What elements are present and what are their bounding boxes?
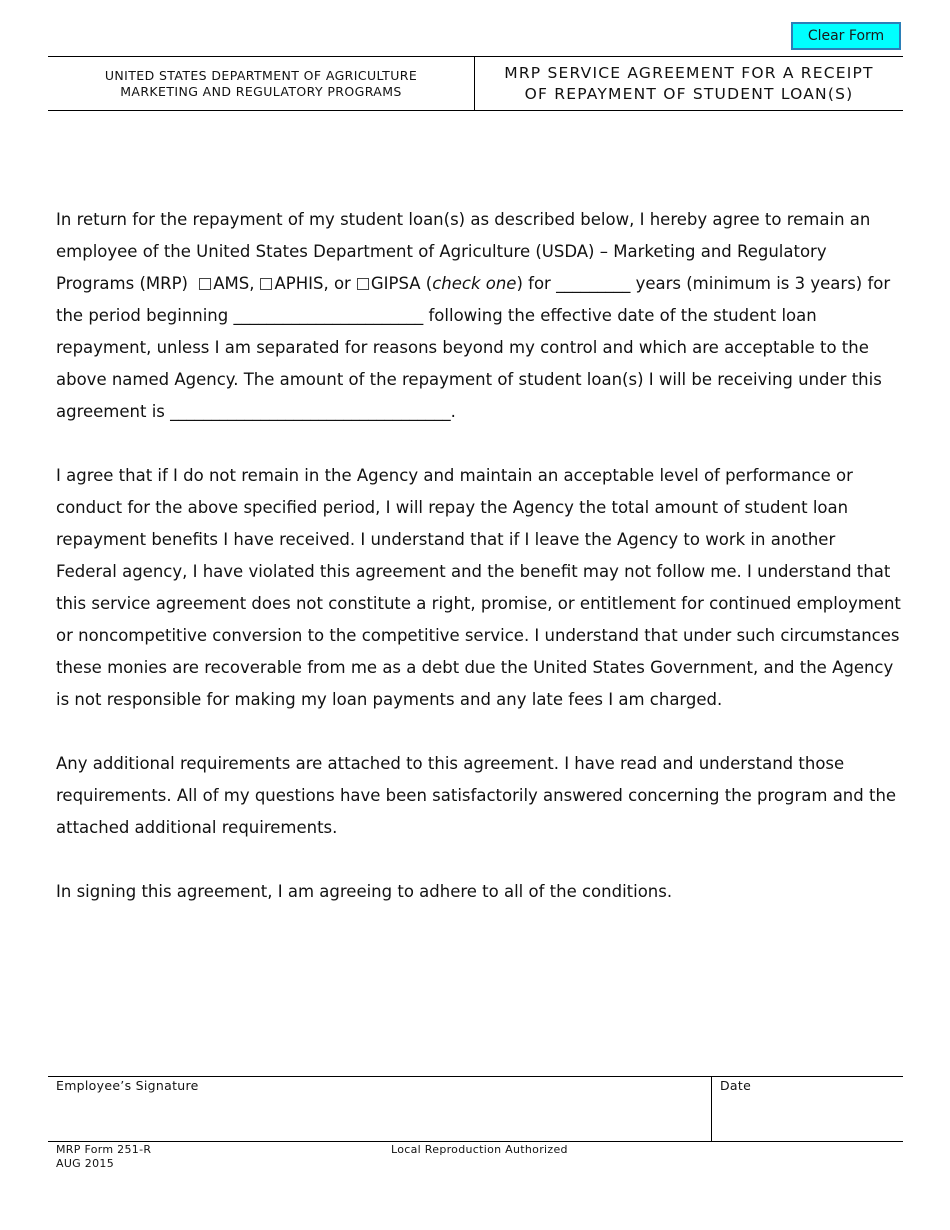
- employee-signature-field[interactable]: [48, 1077, 712, 1141]
- aphis-checkbox[interactable]: [260, 278, 272, 290]
- ams-label: AMS,: [213, 274, 255, 293]
- form-header: [48, 56, 903, 111]
- gipsa-checkbox[interactable]: [357, 278, 369, 290]
- date-field[interactable]: [712, 1077, 903, 1141]
- gipsa-label: GIPSA (: [370, 274, 433, 293]
- agreement-paragraph-1: In return for the repayment of my student loan(s) as described below, I hereby agree to remain an employee of the United States Department of Agriculture (USDA) – Marketing and Regulatory Programs (MRP) AMS, APHIS, or GIPSA (check one) for _________ years (minimum is 3 years) for the period beginning _______________________ following the effective date of the student loan repayment, unless I am separated for reasons beyond my control and which are acceptable to the above named Agency. The amount of the repayment of student loan(s) I will be receiving under this agreement is __________________________________.: [56, 210, 891, 421]
- employee-signature-label: Employee’s Signature: [56, 1078, 199, 1093]
- period-beginning-field[interactable]: _______________________: [233, 306, 424, 325]
- form-title-block: [475, 57, 903, 110]
- ams-checkbox[interactable]: [199, 278, 211, 290]
- agreement-paragraph-3: Any additional requirements are attached to this agreement. I have read and understand those requirements. All of my questions have been satisfactorily answered concerning the program and the attached additional requirements.: [56, 754, 897, 837]
- reproduction-note: Local Reproduction Authorized: [391, 1143, 568, 1156]
- years-field[interactable]: _________: [556, 274, 631, 293]
- agreement-body: [56, 204, 901, 940]
- check-one-note: check one: [432, 274, 517, 293]
- agency-name: UNITED STATES DEPARTMENT OF AGRICULTURE: [104, 67, 418, 83]
- clear-form-button[interactable]: Clear Form: [791, 22, 901, 50]
- form-id-block: [56, 1143, 151, 1171]
- agreement-paragraph-4: In signing this agreement, I am agreeing to adhere to all of the conditions.: [56, 882, 673, 901]
- agency-division: MARKETING AND REGULATORY PROGRAMS: [120, 83, 402, 99]
- agreement-paragraph-2: I agree that if I do not remain in the Agency and maintain an acceptable level of performance or conduct for the above specified period, I will repay the Agency the total amount of student loan repayment benefits I have received. I understand that if I leave the Agency to work in another Federal agency, I have violated this agreement and the benefit may not follow me. I understand that this service agreement does not constitute a right, promise, or entitlement for continued employment or noncompetitive conversion to the competitive service. I understand that under such circumstances these monies are recoverable from me as a debt due the United States Government, and the Agency is not responsible for making my loan payments and any late fees I am charged.: [56, 466, 901, 709]
- form-number: MRP Form 251-R: [56, 1143, 152, 1156]
- agency-block: [48, 57, 475, 110]
- form-title-line2: OF REPAYMENT OF STUDENT LOAN(S): [524, 84, 854, 103]
- signature-row: [48, 1076, 903, 1142]
- aphis-label: APHIS, or: [274, 274, 351, 293]
- date-label: Date: [720, 1078, 752, 1093]
- repayment-amount-field[interactable]: __________________________________: [170, 402, 451, 421]
- form-date: AUG 2015: [56, 1157, 114, 1170]
- form-title-line1: MRP SERVICE AGREEMENT FOR A RECEIPT: [504, 63, 874, 82]
